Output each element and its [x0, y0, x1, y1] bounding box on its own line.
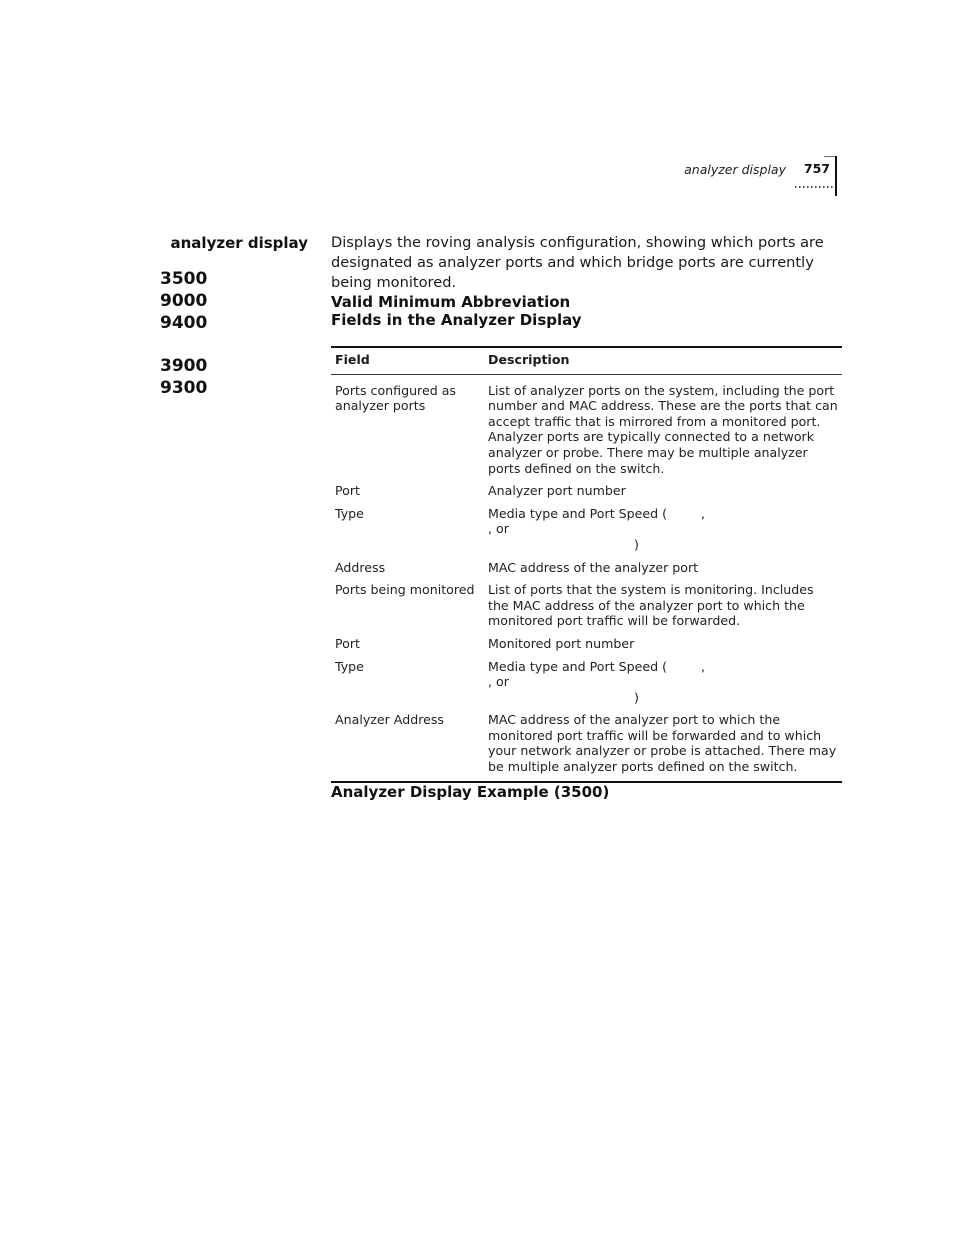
page-number: 757	[803, 161, 830, 176]
desc-part: )	[634, 689, 639, 705]
field-cell: Ports being monitored	[335, 582, 475, 598]
table-row	[331, 374, 842, 483]
description-cell: MAC address of the analyzer port	[488, 559, 699, 575]
command-name: analyzer display	[170, 234, 308, 252]
table-row	[331, 636, 842, 659]
description-cell: Analyzer port number	[488, 483, 626, 499]
table-row	[331, 483, 842, 506]
main-content	[331, 233, 843, 801]
platform-list	[160, 268, 310, 399]
heading-fields: Fields in the Analyzer Display	[331, 311, 582, 329]
platform-label: 9000	[160, 291, 208, 311]
table-row	[331, 659, 842, 713]
description-cell	[484, 659, 842, 713]
running-title: analyzer display	[684, 162, 786, 177]
table-row	[331, 582, 842, 636]
field-cell: Port	[335, 483, 360, 499]
table-row	[331, 712, 842, 781]
desc-part: , or	[488, 674, 509, 690]
table-row	[331, 560, 842, 583]
field-cell: Analyzer Address	[335, 712, 444, 728]
page-corner-ornament	[795, 156, 837, 196]
field-cell: Type	[335, 658, 364, 674]
field-cell: Address	[335, 559, 386, 575]
description-cell: List of ports that the system is monitoring. Includes the MAC address of the analyzer port to which the monitored port traffic will be forwarded.	[488, 582, 814, 629]
field-cell: Port	[335, 635, 360, 651]
desc-part: )	[634, 536, 639, 552]
platform-label: 9300	[160, 378, 208, 398]
platform-label: 3900	[160, 356, 208, 376]
description-cell: MAC address of the analyzer port to which the monitored port traffic will be forwarded and to which your network analyzer or probe is attached. There may be multiple analyzer ports defined on the switch.	[488, 712, 837, 775]
field-cell: Type	[335, 505, 364, 521]
platform-label: 9400	[160, 313, 208, 333]
column-header-description: Description	[484, 347, 842, 374]
left-column	[160, 234, 310, 399]
description-cell: List of analyzer ports on the system, including the port number and MAC address. These are the ports that can accept traffic that is mirrored from a monitored port. Analyzer ports are typically connected to a network analyzer or probe. There may be multiple analyzer ports defined on the switch.	[488, 382, 838, 476]
description-cell: Monitored port number	[488, 635, 635, 651]
heading-valid-abbreviation: Valid Minimum Abbreviation	[331, 293, 571, 311]
desc-part: Media type and Port Speed (	[488, 505, 668, 521]
desc-part: ,	[701, 505, 706, 521]
heading-example: Analyzer Display Example (3500)	[331, 782, 610, 801]
platform-label: 3500	[160, 269, 208, 289]
desc-part: Media type and Port Speed (	[488, 658, 668, 674]
intro-paragraph: Displays the roving analysis configuration, showing which ports are designated as analyzer ports and which bridge ports are currently being monitored.	[331, 234, 824, 291]
running-head	[640, 156, 838, 198]
fields-table	[331, 346, 842, 783]
column-header-field: Field	[331, 347, 484, 374]
field-cell: Ports configured as analyzer ports	[335, 382, 456, 414]
description-cell	[484, 506, 842, 560]
table-header-row	[331, 347, 842, 374]
desc-part: ,	[701, 658, 706, 674]
table-row	[331, 506, 842, 560]
desc-part: , or	[488, 521, 509, 537]
